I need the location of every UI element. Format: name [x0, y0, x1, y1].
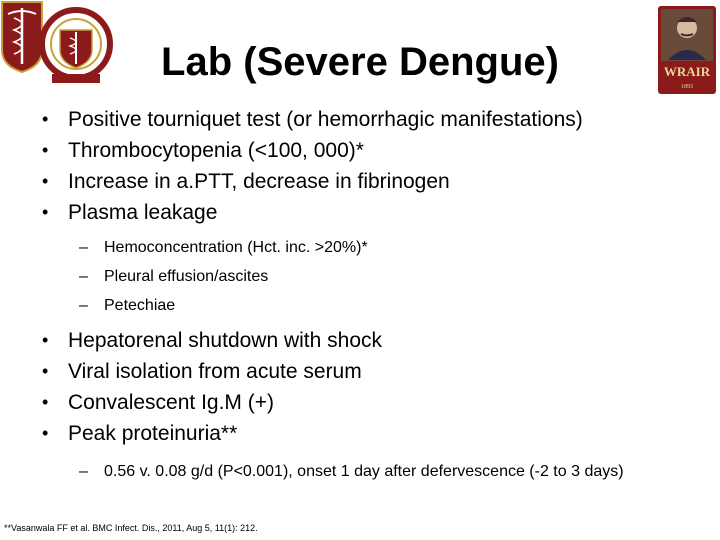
sub-bullet-text: 0.56 v. 0.08 g/d (P<0.001), onset 1 day after defervescence (-2 to 3 days): [104, 463, 624, 480]
bullet-icon: •: [42, 109, 49, 129]
sub-bullet-item: [0, 262, 368, 291]
sub-bullet-text: Hemoconcentration (Hct. inc. >20%)*: [104, 239, 368, 256]
bullet-item: [0, 325, 382, 356]
bullet-icon: •: [42, 140, 49, 160]
sub-bullet-text: Petechiae: [104, 297, 176, 314]
dash-icon: –: [79, 239, 88, 256]
wrair-logo-text: WRAIR: [663, 64, 711, 79]
bullet-list-1: [0, 104, 583, 228]
bullet-item: [0, 135, 583, 166]
bullet-icon: •: [42, 392, 49, 412]
bullet-icon: •: [42, 202, 49, 222]
bullet-item: [0, 104, 583, 135]
bullet-item: [0, 166, 583, 197]
bullet-icon: •: [42, 171, 49, 191]
bullet-item: [0, 387, 382, 418]
bullet-text: Increase in a.PTT, decrease in fibrinogen: [68, 170, 450, 193]
bullet-text: Convalescent Ig.M (+): [68, 391, 275, 414]
bullet-icon: •: [42, 330, 49, 350]
bullet-item: [0, 356, 382, 387]
bullet-text: Peak proteinuria**: [68, 422, 238, 445]
slide-title: Lab (Severe Dengue): [161, 40, 559, 84]
bullet-list-2: [0, 325, 382, 449]
dash-icon: –: [79, 297, 88, 314]
wrair-year-text: 1893: [681, 84, 693, 90]
bullet-item: [0, 197, 583, 228]
sub-bullet-item: [0, 291, 368, 320]
bullet-item: [0, 418, 382, 449]
bullet-text: Viral isolation from acute serum: [68, 360, 362, 383]
bullet-icon: •: [42, 423, 49, 443]
sub-bullet-text: Pleural effusion/ascites: [104, 268, 269, 285]
sub-bullet-list-1: [0, 233, 368, 320]
dash-icon: –: [79, 268, 88, 285]
sub-bullet-list-2: [0, 460, 664, 483]
footnote: **Vasanwala FF et al. BMC Infect. Dis., 2011, Aug 5, 11(1): 212.: [4, 523, 258, 533]
sub-bullet-item: [0, 233, 368, 262]
bullet-icon: •: [42, 361, 49, 381]
dash-icon: –: [79, 463, 88, 480]
bullet-text: Plasma leakage: [68, 201, 218, 224]
bullet-text: Hepatorenal shutdown with shock: [68, 329, 383, 352]
bullet-text: Thrombocytopenia (<100, 000)*: [68, 139, 364, 162]
sub-bullet-item: [0, 460, 664, 483]
bullet-text: Positive tourniquet test (or hemorrhagic manifestations): [68, 108, 583, 131]
